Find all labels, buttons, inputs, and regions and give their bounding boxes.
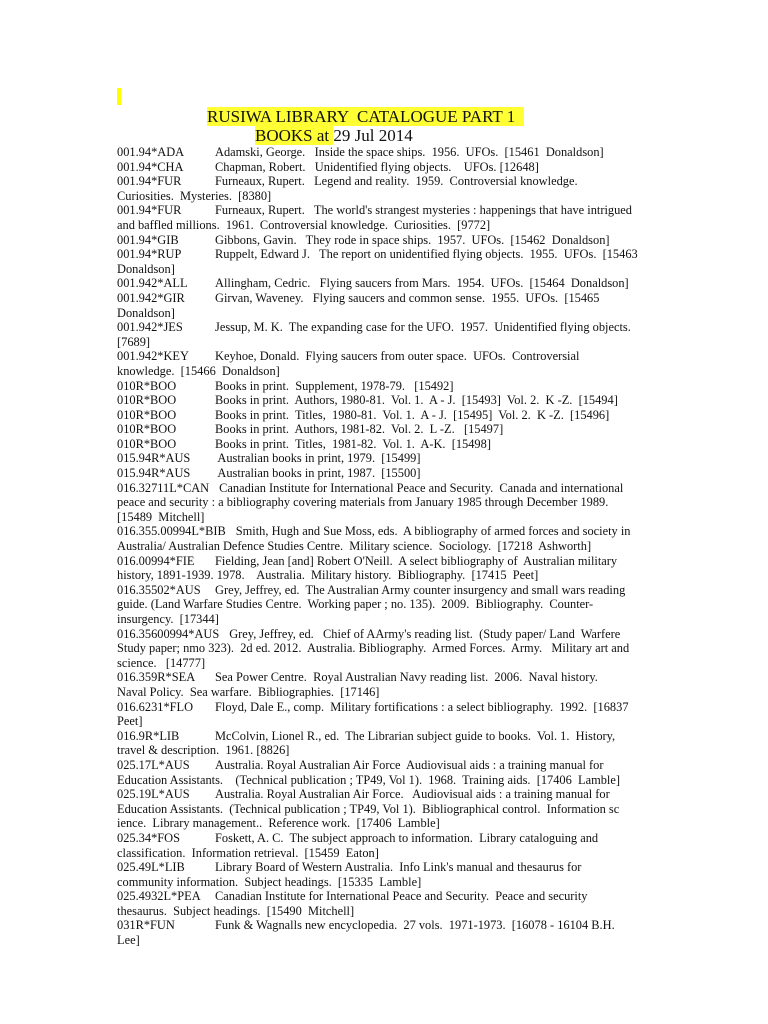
entry-first-line	[117, 393, 657, 408]
entry-text: community information. Subject headings. [15335 Lamble]	[117, 874, 422, 889]
entry-text: Curiosities. Mysteries. [8380]	[117, 188, 272, 203]
entry-continuation-line	[117, 904, 657, 919]
catalogue-entry	[117, 174, 657, 203]
text-cursor-highlight	[117, 88, 121, 105]
entry-first-line	[117, 670, 657, 685]
entry-continuation-line	[117, 656, 657, 671]
entry-text: Education Assistants. (Technical publication ; TP49, Vol 1). 1968. Training aids. [17406 Lamble]	[117, 772, 620, 787]
entry-continuation-line	[117, 510, 657, 525]
entry-text: Adamski, George. Inside the space ships. 1956. UFOs. [15461 Donaldson]	[215, 145, 604, 159]
catalogue-entry	[117, 276, 657, 291]
entry-text: [7689]	[117, 334, 151, 349]
catalogue-entry	[117, 291, 657, 320]
call-number: 016.6231*FLO	[117, 699, 194, 714]
call-number: 010R*BOO	[117, 378, 177, 393]
entry-first-line	[117, 379, 657, 394]
entry-text: insurgency. [17344]	[117, 612, 219, 626]
catalogue-entry	[117, 437, 657, 452]
catalogue-entry	[117, 203, 657, 232]
catalogue-entry	[117, 349, 657, 378]
call-number: 001.94*FUR	[117, 203, 182, 218]
call-number: 025.19L*AUS	[117, 787, 190, 802]
call-number: 025.17L*AUS	[117, 757, 190, 772]
call-number: 016.9R*LIB	[117, 728, 180, 743]
entry-text: Books in print. Authors, 1981-82. Vol. 2. L -Z. [15497]	[215, 422, 504, 437]
entry-text: and baffled millions. 1961. Controversial knowledge. Curiosities. [9772]	[117, 217, 491, 232]
entry-continuation-line	[117, 306, 657, 321]
entry-text: Gibbons, Gavin. They rode in space ships. 1957. UFOs. [15462 Donaldson]	[215, 232, 610, 247]
entry-first-line	[117, 758, 657, 773]
catalogue-entry	[117, 379, 657, 394]
entry-text: Australia. Royal Australian Air Force Audiovisual aids : a training manual for	[215, 757, 604, 772]
catalogue-entry	[117, 889, 657, 918]
catalogue-entry	[117, 700, 657, 729]
entry-first-line	[117, 408, 657, 423]
call-number: 015.94R*AUS	[117, 466, 191, 481]
entry-text: guide. (Land Warfare Studies Centre. Working paper ; no. 135). 2009. Bibliography. Counter-	[117, 597, 594, 612]
entry-continuation-line	[117, 846, 657, 861]
call-number: 016.35502*AUS	[117, 582, 201, 597]
call-number: 010R*BOO	[117, 393, 177, 408]
catalogue-entry	[117, 729, 657, 758]
entry-text: Lee]	[117, 933, 140, 948]
entry-text: Smith, Hugh and Sue Moss, eds. A bibliography of armed forces and society in	[235, 524, 631, 539]
call-number: 025.4932L*PEA	[117, 889, 201, 904]
entry-first-line	[117, 349, 657, 364]
entry-continuation-line	[117, 218, 657, 233]
entry-first-line	[117, 554, 657, 569]
entry-text: science. [14777]	[117, 655, 206, 670]
call-number: 001.94*CHA	[117, 159, 184, 174]
entry-text: Foskett, A. C. The subject approach to information. Library cataloguing and	[215, 830, 599, 845]
entry-first-line	[117, 918, 657, 933]
entry-continuation-line	[117, 685, 657, 700]
entry-continuation-line	[117, 262, 657, 277]
entry-first-line	[117, 233, 657, 248]
entry-first-line	[117, 145, 657, 160]
entry-first-line	[117, 291, 657, 306]
catalogue-entry	[117, 481, 657, 525]
entry-text: Donaldson]	[117, 305, 175, 320]
entry-first-line	[117, 627, 657, 642]
catalogue-entry	[117, 554, 657, 583]
catalogue-entry	[117, 160, 657, 175]
entry-text: Girvan, Waveney. Flying saucers and common sense. 1955. UFOs. [15465	[215, 290, 600, 305]
entry-text: Australia/ Australian Defence Studies Centre. Military science. Sociology. [17218 Ashworth]	[117, 539, 592, 554]
entry-text: thesaurus. Subject headings. [15490 Mitchell]	[117, 903, 355, 918]
catalogue-entry	[117, 393, 657, 408]
catalogue-entry	[117, 758, 657, 787]
entry-text: Books in print. Supplement, 1978-79. [15492]	[215, 378, 454, 393]
entry-text: McColvin, Lionel R., ed. The Librarian subject guide to books. Vol. 1. History,	[215, 728, 616, 743]
catalogue-entry	[117, 918, 657, 947]
entry-continuation-line	[117, 802, 657, 817]
call-number: 016.32711L*CAN	[117, 480, 210, 495]
entry-first-line	[117, 422, 657, 437]
entry-text: Australian books in print, 1979. [15499]	[215, 451, 421, 466]
call-number: 016.35600994*AUS	[117, 626, 220, 641]
entry-first-line	[117, 437, 657, 452]
call-number: 015.94R*AUS	[117, 451, 191, 466]
entry-text: Study paper; nmo 323). 2d ed. 2012. Australia. Bibliography. Armed Forces. Army. Military art and	[117, 641, 630, 656]
entry-continuation-line	[117, 597, 657, 612]
entry-text: classification. Information retrieval. [15459 Eaton]	[117, 845, 379, 860]
entry-first-line	[117, 787, 657, 802]
call-number: 025.34*FOS	[117, 830, 180, 845]
call-number: 016.00994*FIE	[117, 553, 195, 568]
entry-text: Grey, Jeffrey, ed. Chief of AArmy's reading list. (Study paper/ Land Warfere	[229, 626, 621, 641]
entry-first-line	[117, 889, 657, 904]
entry-text: Canadian Institute for International Peace and Security. Peace and security	[215, 889, 588, 904]
entry-first-line	[117, 247, 657, 262]
entry-text: Chapman, Robert. Unidentified flying objects. UFOs. [12648]	[215, 159, 539, 174]
entry-first-line	[117, 481, 657, 496]
entry-continuation-line	[117, 875, 657, 890]
catalogue-entry	[117, 627, 657, 671]
entry-text: Allingham, Cedric. Flying saucers from Mars. 1954. UFOs. [15464 Donaldson]	[215, 276, 629, 291]
entry-text: Canadian Institute for International Peace and Security. Canada and international	[219, 480, 624, 495]
call-number: 001.942*KEY	[117, 349, 189, 364]
entry-first-line	[117, 860, 657, 875]
entry-text: Library Board of Western Australia. Info Link's manual and thesaurus for	[215, 860, 582, 875]
title-text: RUSIWA LIBRARY CATALOGUE PART 1	[207, 107, 516, 126]
entry-first-line	[117, 320, 657, 335]
catalogue-entry	[117, 670, 657, 699]
catalogue-entry	[117, 860, 657, 889]
entry-first-line	[117, 583, 657, 598]
entry-text: peace and security : a bibliography covering materials from January 1985 through December 1989.	[117, 495, 609, 510]
entry-text: travel & description. 1961. [8826]	[117, 743, 290, 758]
entry-first-line	[117, 700, 657, 715]
call-number: 001.942*ALL	[117, 276, 188, 291]
entry-text: Fielding, Jean [and] Robert O'Neill. A select bibliography of Australian military	[215, 553, 618, 568]
entry-text: Funk & Wagnalls new encyclopedia. 27 vols. 1971-1973. [16078 - 16104 B.H.	[215, 918, 615, 933]
entry-continuation-line	[117, 189, 657, 204]
entry-continuation-line	[117, 641, 657, 656]
catalogue-entry	[117, 408, 657, 423]
call-number: 010R*BOO	[117, 407, 177, 422]
entry-first-line	[117, 174, 657, 189]
entry-text: Grey, Jeffrey, ed. The Australian Army counter insurgency and small wars reading	[215, 582, 626, 597]
entry-first-line	[117, 160, 657, 175]
entry-text: Furneaux, Rupert. Legend and reality. 1959. Controversial knowledge.	[215, 174, 578, 189]
catalogue-list	[117, 145, 657, 948]
entry-continuation-line	[117, 714, 657, 729]
catalogue-entry	[117, 583, 657, 627]
call-number: 001.94*FUR	[117, 174, 182, 189]
entry-text: Jessup, M. K. The expanding case for the UFO. 1957. Unidentified flying objects.	[215, 320, 631, 335]
entry-continuation-line	[117, 495, 657, 510]
catalogue-entry	[117, 831, 657, 860]
catalogue-entry	[117, 233, 657, 248]
catalogue-entry	[117, 524, 657, 553]
entry-first-line	[117, 276, 657, 291]
call-number: 001.942*JES	[117, 320, 183, 335]
call-number: 016.355.00994L*BIB	[117, 524, 226, 539]
catalogue-entry	[117, 787, 657, 831]
entry-text: Naval Policy. Sea warfare. Bibliographies. [17146]	[117, 684, 380, 699]
call-number: 010R*BOO	[117, 436, 177, 451]
entry-text: Peet]	[117, 714, 143, 729]
entry-first-line	[117, 203, 657, 218]
catalogue-entry	[117, 466, 657, 481]
catalogue-entry	[117, 451, 657, 466]
entry-text: Floyd, Dale E., comp. Military fortifications : a select bibliography. 1992. [16837	[215, 699, 629, 714]
entry-text: Australia. Royal Australian Air Force. Audiovisual aids : a training manual for	[215, 787, 610, 802]
entry-first-line	[117, 729, 657, 744]
catalogue-entry	[117, 320, 657, 349]
call-number: 001.94*GIB	[117, 232, 179, 247]
entry-text: Ruppelt, Edward J. The report on unidentified flying objects. 1955. UFOs. [15463	[215, 247, 638, 262]
call-number: 001.94*RUP	[117, 247, 182, 262]
entry-text: Books in print. Authors, 1980-81. Vol. 1. A - J. [15493] Vol. 2. K -Z. [15494]	[215, 393, 618, 408]
entry-first-line	[117, 451, 657, 466]
entry-continuation-line	[117, 743, 657, 758]
entry-first-line	[117, 466, 657, 481]
entry-continuation-line	[117, 539, 657, 554]
entry-text: history, 1891-1939. 1978. Australia. Military history. Bibliography. [17415 Peet]	[117, 568, 539, 583]
call-number: 031R*FUN	[117, 918, 175, 933]
title-books-label: BOOKS at	[255, 126, 334, 145]
entry-text: knowledge. [15466 Donaldson]	[117, 363, 280, 378]
entry-continuation-line	[117, 568, 657, 583]
entry-text: ience. Library management.. Reference work. [17406 Lamble]	[117, 816, 440, 831]
title-date: 29 Jul 2014	[333, 126, 413, 145]
entry-first-line	[117, 831, 657, 846]
entry-text: Donaldson]	[117, 261, 175, 276]
entry-text: Furneaux, Rupert. The world's strangest mysteries : happenings that have intrigued	[215, 203, 633, 218]
entry-text: Books in print. Titles, 1981-82. Vol. 1. A-K. [15498]	[215, 436, 491, 451]
call-number: 001.942*GIR	[117, 290, 185, 305]
entry-first-line	[117, 524, 657, 539]
entry-continuation-line	[117, 612, 657, 627]
entry-text: Education Assistants. (Technical publication ; TP49, Vol 1). Bibliographical control. Information sc	[117, 801, 620, 816]
entry-text: Australian books in print, 1987. [15500]	[215, 466, 421, 481]
entry-continuation-line	[117, 816, 657, 831]
entry-text: Books in print. Titles, 1980-81. Vol. 1. A - J. [15495] Vol. 2. K -Z. [15496]	[215, 407, 610, 422]
entry-text: Sea Power Centre. Royal Australian Navy reading list. 2006. Naval history.	[215, 670, 598, 685]
entry-continuation-line	[117, 335, 657, 350]
entry-continuation-line	[117, 773, 657, 788]
catalogue-entry	[117, 422, 657, 437]
entry-text: [15489 Mitchell]	[117, 509, 205, 524]
entry-continuation-line	[117, 364, 657, 379]
call-number: 025.49L*LIB	[117, 860, 185, 875]
title-line-1	[207, 107, 524, 126]
call-number: 010R*BOO	[117, 422, 177, 437]
title-line-2	[255, 126, 413, 145]
call-number: 016.359R*SEA	[117, 670, 196, 685]
catalogue-entry	[117, 145, 657, 160]
entry-text: Keyhoe, Donald. Flying saucers from outer space. UFOs. Controversial	[215, 349, 580, 364]
catalogue-entry	[117, 247, 657, 276]
call-number: 001.94*ADA	[117, 145, 185, 159]
entry-continuation-line	[117, 933, 657, 948]
